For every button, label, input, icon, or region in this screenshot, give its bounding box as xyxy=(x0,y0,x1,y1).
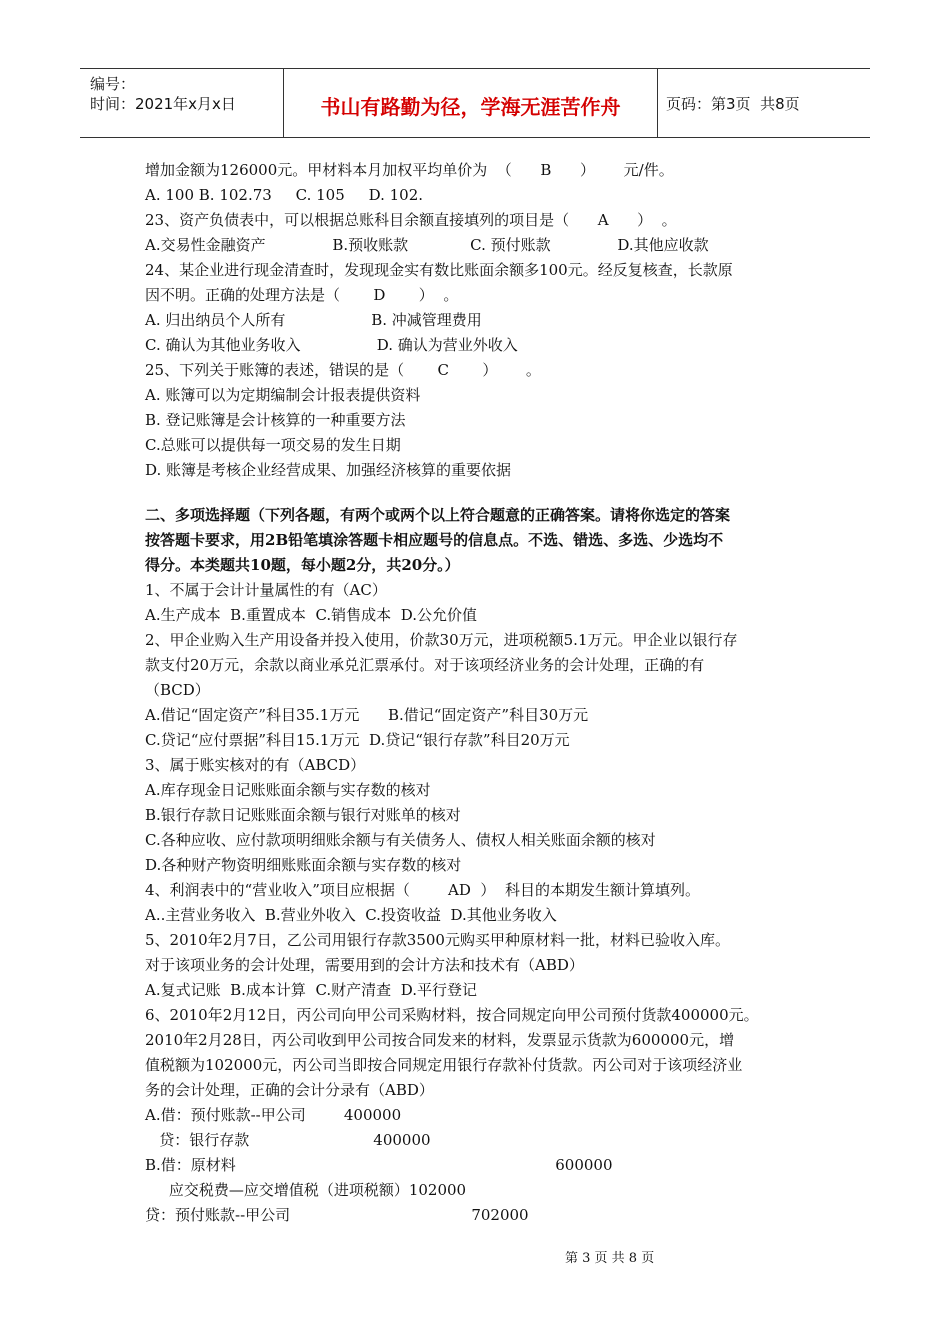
text-line: A. 账簿可以为定期编制会计报表提供资料 xyxy=(145,386,421,404)
text-line: A. 100 B. 102.73 C. 105 D. 102. xyxy=(145,186,424,204)
question-line: 2、甲企业购入生产用设备并投入使用，价款30万元，进项税额5.1万元。甲企业以银行存 xyxy=(145,631,738,649)
time-label: 时间：2021年x月x日 xyxy=(90,95,236,113)
question-line: 对于该项业务的会计处理，需要用到的会计方法和技术有（ABD） xyxy=(145,956,584,974)
question-line: A.库存现金日记账账面余额与实存数的核对 xyxy=(145,781,431,799)
question-line: B.借：原材料 600000 xyxy=(145,1156,613,1174)
page-footer: 第 3 页 共 8 页 xyxy=(565,1251,655,1266)
text-line: 23、资产负债表中，可以根据总账科目余额直接填列的项目是（ A ） 。 xyxy=(145,211,677,229)
text-line: 25、下列关于账簿的表述，错误的是（ C ） 。 xyxy=(145,361,541,379)
question-line: 贷：银行存款 400000 xyxy=(145,1131,431,1149)
question-line: 2010年2月28日，丙公司收到甲公司按合同发来的材料，发票显示货款为600000元，增 xyxy=(145,1031,735,1049)
question-line: 值税额为102000元，丙公司当即按合同规定用银行存款补付货款。丙公司对于该项经济业 xyxy=(145,1056,743,1074)
header-right-cell xyxy=(658,69,870,137)
text-line: C. 确认为其他业务收入 D. 确认为营业外收入 xyxy=(145,336,518,354)
text-line: A. 归出纳员个人所有 B. 冲减管理费用 xyxy=(145,311,482,329)
question-line: 款支付20万元，余款以商业承兑汇票承付。对于该项经济业务的会计处理，正确的有 xyxy=(145,656,705,674)
header-middle-cell xyxy=(284,69,658,137)
question-line: 4、利润表中的“营业收入”项目应根据（ AD ） 科目的本期发生额计算填列。 xyxy=(145,881,700,899)
question-line: C.贷记“应付票据”科目15.1万元 D.贷记“银行存款”科目20万元 xyxy=(145,731,570,749)
text-line: B. 登记账簿是会计核算的一种重要方法 xyxy=(145,411,406,429)
section-gap xyxy=(145,483,825,503)
question-line: 5、2010年2月7日，乙公司用银行存款3500元购买甲种原材料一批，材料已验收入库。 xyxy=(145,931,730,949)
question-line: 应交税费—应交增值税（进项税额）102000 xyxy=(145,1181,467,1199)
question-line: 贷：预付账款--甲公司 702000 xyxy=(145,1206,529,1224)
text-line: A.交易性金融资产 B.预收账款 C. 预付账款 D.其他应收款 xyxy=(145,236,709,254)
question-line: B.银行存款日记账账面余额与银行对账单的核对 xyxy=(145,806,461,824)
question-line: C.各种应收、应付款项明细账余额与有关债务人、债权人相关账面余额的核对 xyxy=(145,831,656,849)
text-line: 24、某企业进行现金清查时，发现现金实有数比账面余额多100元。经反复核查，长款原 xyxy=(145,261,733,279)
question-line: A.生产成本 B.重置成本 C.销售成本 D.公允价值 xyxy=(145,606,477,624)
section-heading: 二、多项选择题（下列各题，有两个或两个以上符合题意的正确答案。请将你选定的答案 xyxy=(145,506,731,524)
question-line: 6、2010年2月12日，丙公司向甲公司采购材料，按合同规定向甲公司预付货款400000元。 xyxy=(145,1006,759,1024)
question-line: 1、不属于会计计量属性的有（AC） xyxy=(145,581,387,599)
page-header xyxy=(80,68,870,138)
text-line: 增加金额为126000元。甲材料本月加权平均单价为 （ B ） 元/件。 xyxy=(145,161,674,179)
section-heading: 按答题卡要求，用2B铅笔填涂答题卡相应题号的信息点。不选、错选、多选、少选均不 xyxy=(145,531,724,549)
question-line: A.借记“固定资产”科目35.1万元 B.借记“固定资产”科目30万元 xyxy=(145,706,589,724)
section-heading: 得分。本类题共10题，每小题2分，共20分。） xyxy=(145,556,460,574)
text-line: C.总账可以提供每一项交易的发生日期 xyxy=(145,436,401,454)
text-line: D. 账簿是考核企业经营成果、加强经济核算的重要依据 xyxy=(145,461,512,479)
text-line: 因不明。正确的处理方法是（ D ） 。 xyxy=(145,286,459,304)
question-line: A.复式记账 B.成本计算 C.财产清查 D.平行登记 xyxy=(145,981,477,999)
question-line: A.借：预付账款--甲公司 400000 xyxy=(145,1106,402,1124)
page-info: 页码：第3页 共8页 xyxy=(666,95,800,113)
question-line: D.各种财产物资明细账账面余额与实存数的核对 xyxy=(145,856,462,874)
header-left-cell xyxy=(80,69,284,137)
question-line: 务的会计处理，正确的会计分录有（ABD） xyxy=(145,1081,434,1099)
motto: 书山有路勤为径，学海无涯苦作舟 xyxy=(320,95,621,119)
question-line: （BCD） xyxy=(145,681,210,699)
question-line: 3、属于账实核对的有（ABCD） xyxy=(145,756,366,774)
number-label: 编号： xyxy=(90,75,136,93)
question-line: A..主营业务收入 B.营业外收入 C.投资收益 D.其他业务收入 xyxy=(145,906,557,924)
document-body xyxy=(145,158,825,1228)
